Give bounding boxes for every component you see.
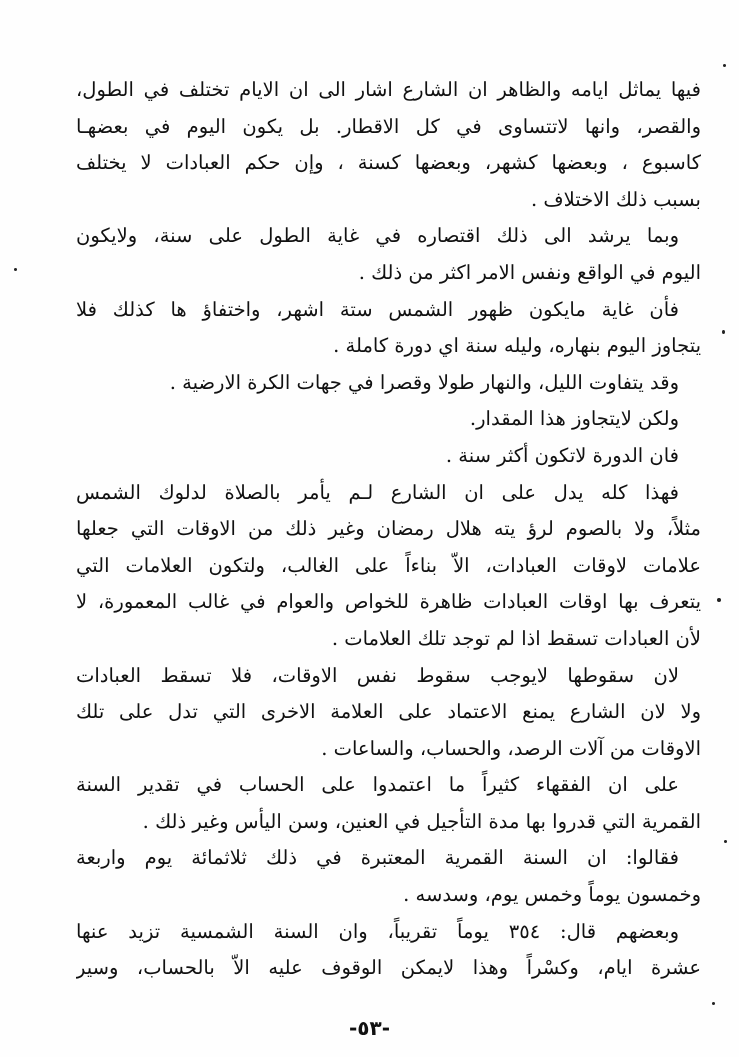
text-line: الاوقات من آلات الرصد، والحساب، والساعات . bbox=[321, 736, 701, 760]
text-line: فهذا كله يدل على ان الشارع لـم يأمر بالصلاة لدلوك الشمس bbox=[76, 480, 679, 504]
body-text bbox=[76, 72, 701, 987]
scan-speck bbox=[722, 330, 725, 334]
text-line: بسبب ذلك الاختلاف . bbox=[530, 187, 701, 211]
scan-speck bbox=[723, 64, 726, 67]
text-line: يتعرف بها اوقات العبادات ظاهرة للخواص والعوام في غالب المعمورة، لا bbox=[76, 590, 701, 614]
text-line: ولا لان الشارع يمنع الاعتماد على العلامة الاخرى التي تدل على تلك bbox=[76, 700, 701, 724]
text-line: لان سقوطها لايوجب سقوط نفس الاوقات، فلا تسقط العبادات bbox=[76, 663, 679, 687]
text-line: على ان الفقهاء كثيراً ما اعتمدوا على الحساب في تقدير السنة bbox=[76, 773, 679, 797]
scan-speck bbox=[717, 598, 721, 602]
text-line: يتجاوز اليوم بنهاره، وليله سنة اي دورة كاملة . bbox=[333, 334, 701, 358]
text-line: فان الدورة لاتكون أكثر سنة . bbox=[445, 443, 679, 467]
text-line: وقد يتفاوت الليل، والنهار طولا وقصرا في جهات الكرة الارضية . bbox=[169, 370, 679, 394]
text-line: القمرية التي قدروا بها مدة التأجيل في العنين، وسن اليأس وغير ذلك . bbox=[142, 809, 701, 833]
text-line: علامات لاوقات العبادات، الاّ بناءاً على الغالب، ولتكون العلامات التي bbox=[76, 553, 701, 577]
page-number: -٥٣- bbox=[348, 1016, 391, 1040]
scan-speck bbox=[724, 840, 727, 843]
text-line: كاسبوع ، وبعضها كشهر، وبعضها كسنة ، وإن حكم العبادات لا يختلف bbox=[76, 151, 701, 175]
text-line: والقصر، وانها لاتتساوى في كل الاقطار. بل يكون اليوم في بعضهـا bbox=[76, 114, 701, 138]
text-line: فقالوا: ان السنة القمرية المعتبرة في ذلك ثلاثمائة يوم واربعة bbox=[76, 846, 679, 870]
text-line: وخمسون يوماً وخمس يوم، وسدسه . bbox=[403, 883, 701, 907]
scan-speck bbox=[14, 268, 17, 271]
text-line: ولكن لايتجاوز هذا المقدار. bbox=[469, 407, 679, 431]
text-line: لأن العبادات تسقط اذا لم توجد تلك العلامات . bbox=[331, 626, 701, 650]
text-line: فيها يماثل ايامه والظاهر ان الشارع اشار الى ان الايام تختلف في الطول، bbox=[76, 78, 701, 101]
scan-speck bbox=[712, 1002, 715, 1005]
text-line: وبعضهم قال: ٣٥٤ يوماً تقريباً، وان السنة الشمسية تزيد عنها bbox=[76, 919, 679, 943]
text-line: وبما يرشد الى ذلك اقتصاره في غاية الطول على سنة، ولايكون bbox=[76, 224, 679, 248]
text-line: فأن غاية مايكون ظهور الشمس ستة اشهر، واختفاؤ ها كذلك فلا bbox=[76, 297, 679, 321]
text-line: عشرة ايام، وكسْراً وهذا لايمكن الوقوف عليه الاّ بالحساب، وسير bbox=[76, 956, 701, 980]
text-line: مثلاً، ولا بالصوم لرؤ يته هلال رمضان وغير ذلك من الاوقات التي جعلها bbox=[76, 517, 701, 541]
text-line: اليوم في الواقع ونفس الامر اكثر من ذلك . bbox=[358, 260, 701, 284]
